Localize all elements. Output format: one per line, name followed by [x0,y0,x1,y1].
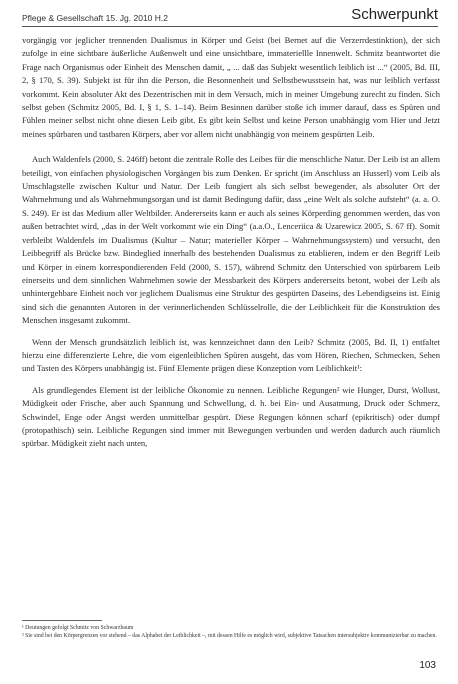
paragraph-3: Wenn der Mensch grundsätzlich leiblich ist, was kennzeichnet dann den Leib? Schmitz (2005, Bd. II, 1) entfaltet hierzu eine differenzierte Lehre, die vom eigenleiblichen Spüren ausgeht, das vom Hören, Riechen, Schmecken, Sehen und Tasten des Körpers unabhängig ist. Fünf Elemente prägen diese Konzeption vom Leiblichkeit¹: [22,336,440,374]
page-number: 103 [419,660,436,671]
paragraph-4: Als grundlegendes Element ist der leibliche Ökonomie zu nennen. Leibliche Regungen² wie Hunger, Durst, Wollust, Müdigkeit oder Frische, aber auch Spannung und Schwellung, d. h. bei Ein- und Ausatmung, Druck oder Schmerz, Schwindel, Enge oder Angst werden unmittelbar gespürt. Diese Regungen können scharf (epikritisch) oder dumpf (protopathisch) sein. Leibliche Regungen sind immer mit Bewegungen verbunden und werden dadurch auch räumlich spürbar. Müdigkeit zieht nach unten, [22,384,440,449]
paragraph-2: Auch Waldenfels (2000, S. 246ff) betont die zentrale Rolle des Leibes für die menschliche Natur. Der Leib ist an allem beteiligt, von einfachen physiologischen Vorgängen bis zum Denken. Er spricht (im Anschluss an Husserl) vom Leib als Umschlagstelle zwischen Kultur und Natur. Der Leib fungiert als sich selbst bewegender, als absoluter Ort der Wahrnehmung und als Wahrnehmungsorgan und ist damit Bedingung dafür, dass „eine Welt als solche aufsteht“ (a. a. O. S. 249). Er ist das Medium aller Weltbilder. Andererseits kann er auch als seines Körperding genommen werden, das von außen betrachtet wird, „das in der Welt vorkommt wie ein Ding“ (a.a.O., Lenceriica & Uzarewicz 2005, S. 67 ff). Somit verbleibt Waldenfels im Dualismus (Kultur – Natur; materieller Körper – Wahrnehmungssystem) und versucht, den Leibbegriff als Brücke bzw. Bindeglied innerhalb des bestehenden Dualismus zu etablieren, indem er den Begriff Leib und Körper in einem korrespondierenden Feld (2000, S. 157), während Schmitz den Unterschied von spürbarem Leib einerseits und dem sinnlichen Wahrnehmen sowie der Messbarkeit des Körpers andererseits betont, wobei der Leib als unhintergehbare Einheit noch vor jeglichem Dualismus eine Struktur des gespürten Daseins, des Lebendigseins ist. Einig sind sich die genannten Autoren in der verinnerlichenden Schlüsselrolle, die der Leiblichkeit für die Konstruktion des Menschen insgesamt zukommt. [22,154,440,326]
section-title: Schwerpunkt [351,6,438,23]
footnote-2: ² Sie sind bei den Körpergrenzen vor stehend – das Alphabet der Leiblichkeit –, mit dessen Hilfe es möglich wird, subjektive Tatsachen intersubjektiv kommunizierbar zu machen. [22,633,437,639]
footnotes [22,620,440,640]
footnote-1: ¹ Deutungen gefolgt Schmitz von Schwarzbaum [22,625,134,631]
footnote-rule [22,620,102,621]
page-header [22,4,438,30]
paragraph-1: vorgängig vor jeglicher trennenden Dualismus in Körper und Geist (bei Bernet auf die Verzerrdestinktion), der sich zufolge in eine sichtbare äußerliche Außenwelt und eine unsichtbare, immateriellle Innenwelt. Schmitz beantwortet die Frage nach Organismus oder Einheit des Menschen damit, „ ... daß das Subjekt wesentlich leiblich ist ...“ (2005, Bd. III, 2, § 170, S. 39). Subjekt ist für ihn die Person, die Besonnenheit und Selbstbewusstsein hat, was nur leiblich verfasst vorkommt. Kein absoluter Akt des Dezentrischen mit in dem Versuch, mich in meiner Umgebung zurecht zu finden. Sich selbst geben (Schmitz 2005, Bd. I, § 1, S. 1–14). Beim Besinnen darüber stoße ich immer darauf, dass es Spüren und Fühlen meiner selbst nicht ohne diesen Leib gibt. Es gibt kein Selbst und keine Person unabhängig vom Hier und Jetzt meines spürbaren und tastbaren Körpers, aber vor allem nicht unabhängig von meinem gespürten Leib. [22,35,440,139]
body-text [22,34,440,459]
journal-citation: Pflege & Gesellschaft 15. Jg. 2010 H.2 [22,13,169,23]
header-rule [22,26,438,27]
